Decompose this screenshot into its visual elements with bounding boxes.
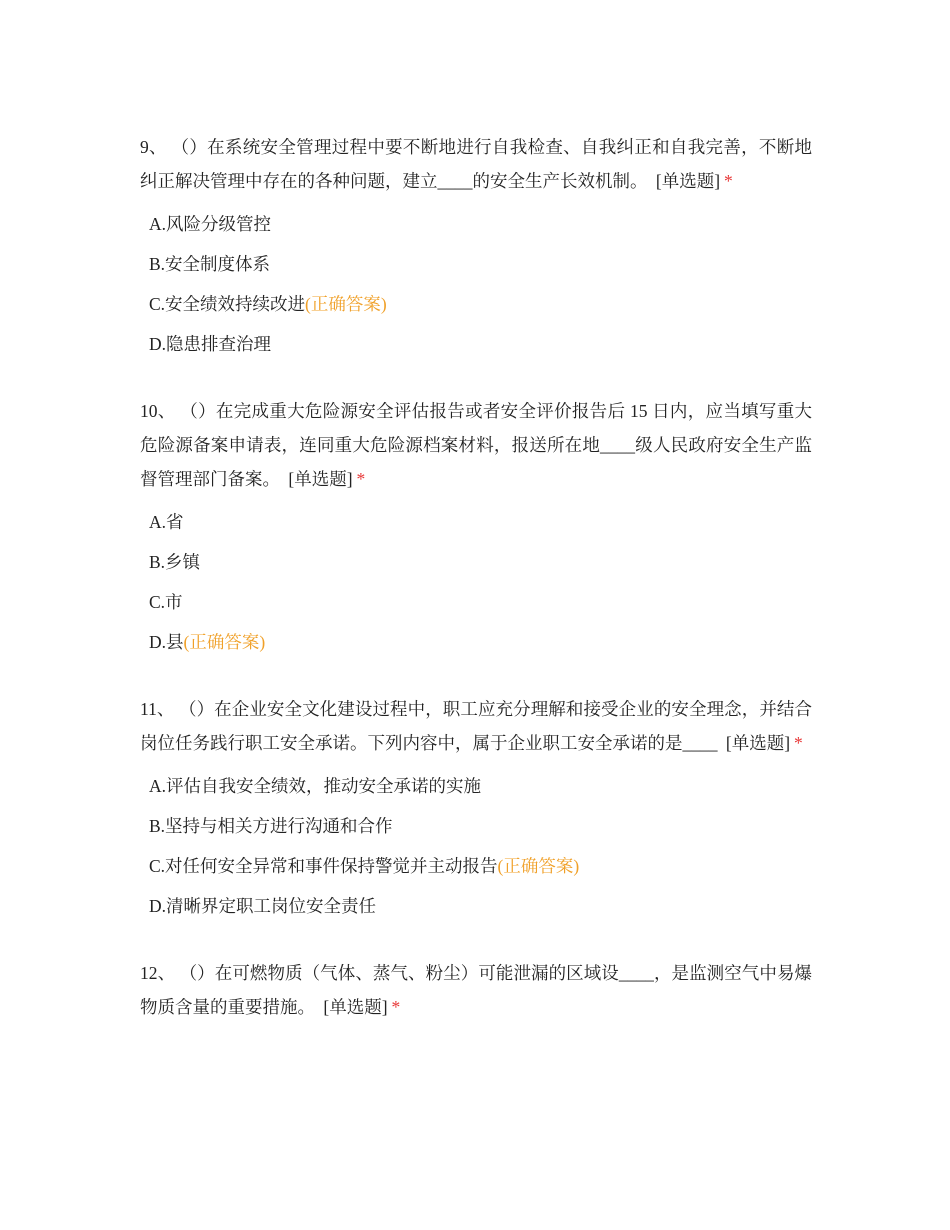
option-a[interactable] [140, 204, 812, 244]
option-text: D.县 [149, 632, 184, 652]
option-c[interactable] [140, 846, 812, 886]
option-a[interactable] [140, 766, 812, 806]
option-text: A.评估自我安全绩效，推动安全承诺的实施 [149, 776, 482, 796]
option-a[interactable] [140, 502, 812, 542]
question-stem [140, 130, 812, 198]
option-c[interactable] [140, 582, 812, 622]
option-d[interactable] [140, 886, 812, 926]
question-type-label: [单选题] [288, 469, 353, 489]
question-11 [140, 692, 812, 926]
option-b[interactable] [140, 244, 812, 284]
question-9 [140, 130, 812, 364]
question-10 [140, 394, 812, 662]
question-number: 12、 [140, 963, 176, 983]
question-number: 10、 [140, 401, 176, 421]
option-d[interactable] [140, 622, 812, 662]
option-text: B.乡镇 [149, 552, 201, 572]
question-type-label: [单选题] [725, 733, 791, 753]
required-mark: * [724, 171, 733, 191]
option-text: A.省 [149, 512, 184, 532]
required-mark: * [356, 469, 366, 489]
option-text: C.市 [149, 592, 183, 612]
option-b[interactable] [140, 542, 812, 582]
required-mark: * [391, 997, 401, 1017]
option-list [140, 502, 812, 662]
question-stem [140, 692, 812, 760]
question-text: （）在系统安全管理过程中要不断地进行自我检查、自我纠正和自我完善，不断地纠正解决管理中存在的各种问题，建立____的安全生产长效机制。 [140, 137, 813, 191]
option-text: C.安全绩效持续改进 [149, 294, 306, 314]
option-list [140, 766, 812, 926]
question-type-label: [单选题] [655, 171, 721, 191]
option-text: B.坚持与相关方进行沟通和合作 [149, 816, 393, 836]
option-text: D.清晰界定职工岗位安全责任 [149, 896, 377, 916]
question-list [140, 130, 812, 1054]
option-b[interactable] [140, 806, 812, 846]
question-type-label: [单选题] [323, 997, 388, 1017]
question-text: （）在完成重大危险源安全评估报告或者安全评价报告后 15 日内，应当填写重大危险源备案申请表，连同重大危险源档案材料，报送所在地____级人民政府安全生产监督管理部门备案。 [140, 401, 813, 489]
correct-answer-label: (正确答案) [305, 294, 387, 314]
question-stem [140, 956, 812, 1024]
option-text: B.安全制度体系 [149, 254, 271, 274]
option-text: D.隐患排查治理 [149, 334, 272, 354]
option-c[interactable] [140, 284, 812, 324]
question-text: （）在企业安全文化建设过程中，职工应充分理解和接受企业的安全理念，并结合岗位任务践行职工安全承诺。下列内容中，属于企业职工安全承诺的是____ [140, 699, 813, 753]
correct-answer-label: (正确答案) [183, 632, 266, 652]
required-mark: * [794, 733, 803, 753]
option-d[interactable] [140, 324, 812, 364]
question-stem [140, 394, 812, 496]
question-number: 11、 [140, 699, 175, 719]
question-text: （）在可燃物质（气体、蒸气、粉尘）可能泄漏的区域设____，是监测空气中易爆物质含量的重要措施。 [140, 963, 813, 1017]
question-12 [140, 956, 812, 1024]
option-text: A.风险分级管控 [149, 214, 272, 234]
option-text: C.对任何安全异常和事件保持警觉并主动报告 [149, 856, 498, 876]
option-list [140, 204, 812, 364]
question-number: 9、 [140, 137, 167, 157]
correct-answer-label: (正确答案) [497, 856, 580, 876]
